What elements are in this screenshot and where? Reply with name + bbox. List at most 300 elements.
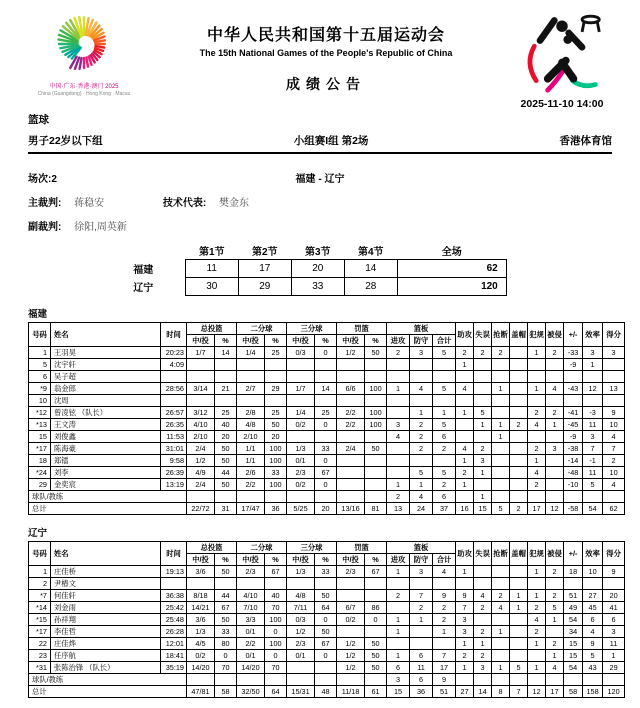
- stat-cell: 3/12: [187, 407, 215, 419]
- stat-cell: [564, 674, 583, 686]
- stat-cell: 100: [265, 479, 287, 491]
- stat-cell: [215, 371, 237, 383]
- stat-cell: 50: [365, 638, 387, 650]
- stats-table-header: [29, 323, 625, 347]
- stat-cell: 58: [215, 686, 237, 698]
- stat-cell: 5: [583, 650, 603, 662]
- stat-cell: *17: [29, 626, 51, 638]
- stat-cell: 2/3: [287, 467, 315, 479]
- stat-cell: 3: [456, 614, 474, 626]
- stat-cell: 67: [265, 566, 287, 578]
- stat-cell: [215, 395, 237, 407]
- stat-cell: 20: [603, 590, 625, 602]
- stat-cell: [365, 395, 387, 407]
- col-efficiency: 效率: [583, 323, 603, 347]
- stat-cell: [456, 431, 474, 443]
- row-label-cell: 球队/教练: [29, 491, 187, 503]
- stat-cell: 33: [315, 443, 337, 455]
- stat-cell: 8: [492, 686, 510, 698]
- stat-cell: -45: [564, 419, 583, 431]
- home-stats-label: 福建: [28, 309, 48, 320]
- stat-cell: 1/7: [287, 383, 315, 395]
- stat-cell: 1: [456, 638, 474, 650]
- stat-cell: [603, 359, 625, 371]
- stat-cell: -41: [564, 407, 583, 419]
- stat-cell: 32/50: [237, 686, 265, 698]
- stat-cell: 1: [456, 566, 474, 578]
- stat-cell: 2: [456, 650, 474, 662]
- stat-cell: [583, 371, 603, 383]
- stat-cell: [365, 626, 387, 638]
- stat-cell: 2/2: [337, 419, 365, 431]
- col-made-att: 中/投: [287, 554, 315, 566]
- stat-cell: 2: [29, 578, 51, 590]
- stat-cell: 1: [474, 491, 492, 503]
- sport-name: 篮球: [28, 114, 49, 126]
- stat-cell: 2/10: [187, 431, 215, 443]
- page-header: [28, 8, 612, 110]
- away-team-name: 辽宁: [133, 283, 154, 294]
- player-row: [29, 383, 625, 395]
- team-bench-row: [29, 674, 625, 686]
- stat-cell: -9: [564, 431, 583, 443]
- stat-cell: 8/18: [187, 590, 215, 602]
- col-pct: %: [315, 554, 337, 566]
- player-name-cell: 庄佳烨: [51, 638, 161, 650]
- stat-cell: 6: [433, 431, 456, 443]
- stat-cell: 2: [410, 443, 433, 455]
- stat-cell: 1/3: [287, 566, 315, 578]
- stat-cell: 22: [29, 638, 51, 650]
- stat-cell: [337, 626, 365, 638]
- stat-cell: [510, 431, 528, 443]
- stat-cell: 26:57: [161, 407, 187, 419]
- stat-cell: 100: [265, 455, 287, 467]
- stat-cell: [492, 491, 510, 503]
- stat-cell: [215, 578, 237, 590]
- stat-cell: 27: [583, 590, 603, 602]
- col-2pt: 二分球: [237, 542, 287, 554]
- col-steals: 抢断: [492, 323, 510, 347]
- stat-cell: 9:58: [161, 455, 187, 467]
- stat-cell: 14: [474, 686, 492, 698]
- stat-cell: [564, 491, 583, 503]
- stat-cell: 4: [546, 662, 564, 674]
- stat-cell: 1: [387, 566, 410, 578]
- stat-cell: 47/81: [187, 686, 215, 698]
- stat-cell: [564, 578, 583, 590]
- stat-cell: 54: [564, 614, 583, 626]
- stat-cell: [315, 431, 337, 443]
- stat-cell: 1: [546, 650, 564, 662]
- stat-cell: 2: [410, 602, 433, 614]
- stat-cell: 36: [410, 686, 433, 698]
- stat-cell: 50: [215, 614, 237, 626]
- stat-cell: [603, 674, 625, 686]
- stat-cell: [237, 674, 265, 686]
- stat-cell: [237, 359, 265, 371]
- away-stats-table: [28, 541, 625, 698]
- stat-cell: 1: [492, 626, 510, 638]
- stat-cell: 35:19: [161, 662, 187, 674]
- stat-cell: *31: [29, 662, 51, 674]
- stat-cell: [492, 674, 510, 686]
- stat-cell: [603, 491, 625, 503]
- player-name-cell: 郑镭: [51, 455, 161, 467]
- stat-cell: [387, 395, 410, 407]
- stat-cell: [337, 674, 365, 686]
- stat-cell: [265, 395, 287, 407]
- header-titles: [140, 8, 512, 94]
- player-row: [29, 479, 625, 491]
- stat-cell: 2: [433, 614, 456, 626]
- stat-cell: 67: [215, 602, 237, 614]
- stat-cell: 51: [433, 686, 456, 698]
- stat-cell: 1: [410, 479, 433, 491]
- stat-cell: [528, 431, 546, 443]
- stat-cell: 11: [603, 638, 625, 650]
- stat-cell: 10: [583, 566, 603, 578]
- stat-cell: 13: [603, 383, 625, 395]
- stat-cell: 44: [215, 467, 237, 479]
- stat-cell: 15: [564, 650, 583, 662]
- stat-cell: 10: [603, 467, 625, 479]
- stat-cell: [365, 590, 387, 602]
- away-total-score: 120: [397, 278, 506, 296]
- stat-cell: [365, 455, 387, 467]
- stat-cell: 1: [387, 383, 410, 395]
- stat-cell: [337, 455, 365, 467]
- stat-cell: 1: [433, 626, 456, 638]
- stat-cell: 2/4: [187, 479, 215, 491]
- player-row: [29, 467, 625, 479]
- stat-cell: 1: [29, 347, 51, 359]
- stat-cell: [237, 491, 265, 503]
- stat-cell: [187, 395, 215, 407]
- stat-cell: [546, 479, 564, 491]
- stat-cell: [265, 491, 287, 503]
- stat-cell: *13: [29, 419, 51, 431]
- stat-cell: [583, 491, 603, 503]
- stat-cell: 61: [365, 686, 387, 698]
- stat-cell: 9: [603, 566, 625, 578]
- player-row: [29, 395, 625, 407]
- stat-cell: 1: [29, 566, 51, 578]
- stat-cell: 3: [474, 662, 492, 674]
- tech-rep-name: 樊金东: [219, 198, 250, 209]
- stat-cell: 0/2: [187, 650, 215, 662]
- stat-cell: 2: [474, 347, 492, 359]
- stat-cell: 4: [528, 614, 546, 626]
- stat-cell: 1: [387, 479, 410, 491]
- stat-cell: [287, 395, 315, 407]
- stat-cell: 3: [603, 626, 625, 638]
- stat-cell: 14/20: [187, 662, 215, 674]
- stat-cell: [237, 395, 265, 407]
- stat-cell: 1: [387, 614, 410, 626]
- stat-cell: [187, 359, 215, 371]
- referee-name: 蒋稳安: [74, 198, 105, 209]
- assistant-label: 副裁判:: [28, 222, 62, 233]
- stat-cell: [287, 371, 315, 383]
- stat-cell: 67: [315, 467, 337, 479]
- age-group: 男子22岁以下组: [28, 135, 103, 147]
- stat-cell: 6: [603, 614, 625, 626]
- stat-cell: 0/1: [237, 626, 265, 638]
- stat-cell: 15: [387, 686, 410, 698]
- q2-header: 第2节: [251, 247, 278, 258]
- stat-cell: [474, 674, 492, 686]
- stat-cell: 0/2: [287, 479, 315, 491]
- stat-cell: 5: [583, 479, 603, 491]
- score-cell: 33: [291, 278, 344, 296]
- stat-cell: 1/4: [237, 347, 265, 359]
- stat-cell: 33: [215, 626, 237, 638]
- col-def-reb: 防守: [410, 554, 433, 566]
- stat-cell: 33: [265, 467, 287, 479]
- stat-cell: 1: [510, 590, 528, 602]
- match-datetime: 2025-11-10 14:00: [520, 98, 604, 110]
- stat-cell: 15: [564, 638, 583, 650]
- stat-cell: 120: [603, 686, 625, 698]
- stat-cell: [492, 578, 510, 590]
- stat-cell: 27: [456, 686, 474, 698]
- stat-cell: 3: [456, 626, 474, 638]
- stat-cell: 70: [265, 602, 287, 614]
- stat-cell: [474, 383, 492, 395]
- col-pct: %: [365, 335, 387, 347]
- stat-cell: [433, 359, 456, 371]
- stat-cell: [433, 395, 456, 407]
- stat-cell: [510, 443, 528, 455]
- stat-cell: 2/6: [237, 467, 265, 479]
- stat-cell: 7: [410, 590, 433, 602]
- stat-cell: 5: [474, 407, 492, 419]
- basketball-pictogram-icon: [519, 8, 605, 96]
- stat-cell: 2/4: [187, 443, 215, 455]
- stat-cell: 0/1: [237, 650, 265, 662]
- stat-cell: 100: [265, 614, 287, 626]
- stat-cell: 21: [215, 383, 237, 395]
- stat-cell: 1/4: [287, 407, 315, 419]
- player-name-cell: 任序航: [51, 650, 161, 662]
- stat-cell: 50: [315, 626, 337, 638]
- stat-cell: 11: [583, 467, 603, 479]
- stat-cell: 25:48: [161, 614, 187, 626]
- page-subtitle: The 15th National Games of the People's Republic of China: [199, 48, 453, 58]
- stat-cell: 22/72: [187, 503, 215, 515]
- stat-cell: 14: [215, 347, 237, 359]
- stat-cell: 4/10: [237, 590, 265, 602]
- col-points: 得分: [603, 323, 625, 347]
- stat-cell: 2: [474, 602, 492, 614]
- score-cell: 28: [344, 278, 397, 296]
- stat-cell: 18: [564, 566, 583, 578]
- stat-cell: [474, 614, 492, 626]
- stat-cell: 0: [315, 650, 337, 662]
- stat-cell: [510, 614, 528, 626]
- stat-cell: 5: [29, 359, 51, 371]
- stat-cell: [510, 650, 528, 662]
- stat-cell: 1/2: [337, 662, 365, 674]
- stat-cell: 4: [603, 479, 625, 491]
- stat-cell: 29: [265, 383, 287, 395]
- stat-cell: [410, 578, 433, 590]
- player-row: [29, 371, 625, 383]
- col-number: 号码: [29, 323, 51, 347]
- stat-cell: 0/2: [337, 614, 365, 626]
- stat-cell: 1: [456, 662, 474, 674]
- tech-rep-label: 技术代表:: [162, 198, 207, 209]
- stat-cell: 13/16: [337, 503, 365, 515]
- stat-cell: 17: [528, 503, 546, 515]
- stat-cell: 100: [365, 407, 387, 419]
- player-row: [29, 626, 625, 638]
- stat-cell: [510, 359, 528, 371]
- stat-cell: [492, 443, 510, 455]
- stat-cell: 3: [387, 674, 410, 686]
- stat-cell: [546, 455, 564, 467]
- player-name-cell: 沈宇轩: [51, 359, 161, 371]
- stat-cell: [528, 650, 546, 662]
- page-title: 中华人民共和国第十五届运动会: [206, 27, 445, 44]
- stat-cell: 4: [410, 491, 433, 503]
- stat-cell: [337, 467, 365, 479]
- stat-cell: 25: [215, 407, 237, 419]
- col-pct: %: [315, 335, 337, 347]
- col-rebounds: 篮板: [387, 542, 456, 554]
- row-label-cell: 总计: [29, 686, 187, 698]
- stat-cell: 3: [603, 347, 625, 359]
- stat-cell: 7/11: [287, 602, 315, 614]
- stat-cell: 1/1: [237, 443, 265, 455]
- stat-cell: [510, 371, 528, 383]
- stat-cell: 4: [433, 566, 456, 578]
- stat-cell: 80: [215, 638, 237, 650]
- stat-cell: 0: [315, 455, 337, 467]
- home-total-score: 62: [397, 260, 506, 278]
- stat-cell: 4: [387, 431, 410, 443]
- col-fg: 总投篮: [187, 542, 237, 554]
- stat-cell: 1/2: [337, 650, 365, 662]
- col-points: 得分: [603, 542, 625, 566]
- stat-cell: 50: [365, 650, 387, 662]
- quarter-header-row: [133, 242, 506, 260]
- stat-cell: 86: [365, 602, 387, 614]
- stat-cell: [546, 467, 564, 479]
- assistant-referees-row: [28, 218, 612, 233]
- stat-cell: 44: [215, 590, 237, 602]
- stat-cell: 2: [387, 347, 410, 359]
- stat-cell: 7: [433, 650, 456, 662]
- stat-cell: 0/2: [287, 419, 315, 431]
- col-name: 姓名: [51, 323, 161, 347]
- col-time: 时间: [161, 323, 187, 347]
- stat-cell: 5: [510, 662, 528, 674]
- stat-cell: 50: [215, 479, 237, 491]
- away-stats-body: [29, 566, 625, 698]
- stat-cell: [474, 359, 492, 371]
- stat-cell: -9: [564, 359, 583, 371]
- stat-cell: 20: [215, 431, 237, 443]
- stat-cell: 2: [603, 455, 625, 467]
- stat-cell: 5/25: [287, 503, 315, 515]
- stat-cell: [510, 383, 528, 395]
- stat-cell: [315, 395, 337, 407]
- col-blocks: 盖帽: [510, 542, 528, 566]
- stat-cell: [546, 431, 564, 443]
- col-fouled: 被侵: [546, 323, 564, 347]
- stat-cell: 3: [474, 455, 492, 467]
- col-pct: %: [215, 335, 237, 347]
- stat-cell: [337, 578, 365, 590]
- stat-cell: 17: [433, 662, 456, 674]
- stat-cell: [387, 359, 410, 371]
- col-2pt: 二分球: [237, 323, 287, 335]
- player-row: [29, 590, 625, 602]
- stat-cell: [456, 578, 474, 590]
- stat-cell: [187, 491, 215, 503]
- stat-cell: [237, 371, 265, 383]
- stat-cell: [492, 407, 510, 419]
- stat-cell: [315, 371, 337, 383]
- stat-cell: [365, 467, 387, 479]
- stat-cell: 2: [456, 347, 474, 359]
- stat-cell: 1/2: [337, 638, 365, 650]
- player-name-cell: 张陈治锋 （队长）: [51, 662, 161, 674]
- stat-cell: 1: [510, 602, 528, 614]
- stat-cell: 9: [583, 638, 603, 650]
- stat-cell: [510, 626, 528, 638]
- stat-cell: [337, 359, 365, 371]
- player-name-cell: 王羽昊: [51, 347, 161, 359]
- stat-cell: 3: [410, 566, 433, 578]
- stat-cell: [287, 359, 315, 371]
- stat-cell: 50: [365, 662, 387, 674]
- col-made-att: 中/投: [337, 554, 365, 566]
- stat-cell: [365, 578, 387, 590]
- stat-cell: 50: [265, 419, 287, 431]
- stat-cell: 2: [546, 407, 564, 419]
- away-stats-label: 辽宁: [28, 528, 48, 539]
- team-total-row: [29, 503, 625, 515]
- stat-cell: [492, 371, 510, 383]
- stat-cell: 3: [546, 443, 564, 455]
- score-cell: 29: [238, 278, 291, 296]
- stat-cell: [492, 467, 510, 479]
- stat-cell: 6: [29, 371, 51, 383]
- stat-cell: [387, 638, 410, 650]
- col-off-reb: 进攻: [387, 335, 410, 347]
- stat-cell: *15: [29, 614, 51, 626]
- stat-cell: 2: [433, 479, 456, 491]
- stat-cell: 5: [433, 419, 456, 431]
- stat-cell: *14: [29, 602, 51, 614]
- player-name-cell: 沈周: [51, 395, 161, 407]
- stat-cell: 34: [564, 626, 583, 638]
- referees-row: [28, 194, 612, 209]
- stat-cell: 5: [492, 503, 510, 515]
- stat-cell: 1: [456, 455, 474, 467]
- score-cell: 20: [291, 260, 344, 278]
- col-made-att: 中/投: [337, 335, 365, 347]
- stat-cell: [187, 674, 215, 686]
- stat-cell: [474, 479, 492, 491]
- stat-cell: 10: [29, 395, 51, 407]
- stat-cell: [474, 431, 492, 443]
- stat-cell: [287, 491, 315, 503]
- stat-cell: 7: [510, 686, 528, 698]
